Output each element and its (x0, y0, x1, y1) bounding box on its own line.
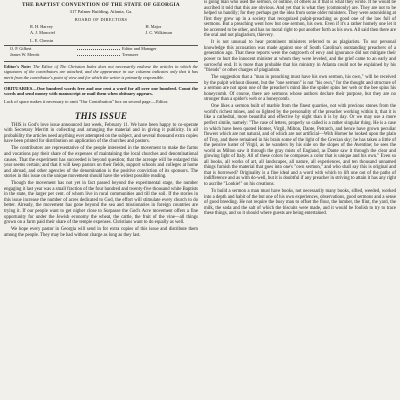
editors-note (4, 61, 198, 83)
board-member: J. C. Wilkinson (145, 30, 172, 35)
board-right-col (146, 24, 173, 36)
article-paragraph: The contributors are representative of the people interested in the movement to make the farms and vocations pay their share of the expenses of maintaining the local churches and denominational causes. That the experiment has succeeded is beyond question; that the acreage will be enlarged this year seems certain; and that it will keep pastors on their fields, support schools and colleges at home and abroad, and other agencies of the denomination is the positive conviction of its sponsors. The stories in this issue on the unique movement should have the widest possible reading. (4, 146, 198, 180)
address-line: 317 Palmer Building, Atlanta, Ga. (69, 9, 133, 14)
board-title: BOARD OF DIRECTORS (74, 17, 128, 22)
board-of-directors (4, 24, 198, 36)
article-paragraph: Though the movement has not yet in fact passed beyond the experimental stage, the number engaging it last year was a small fraction of the four hundred and twenty-five thousand white Baptists in the state, the larger per cent. of whom live in rural communities and till the soil. If the stories in this issue increase the number of acres dedicated to God, the effort will stimulate every church to do better. Already, the movement has gone beyond the sea and missionaries in foreign countries are trying it. If our people want to get nigher close to Surpasse the God's Acre movement offers a fine opportunity for under the Jewish economy the wheat, the cattle, the fruit of the vine—all things grown on a farm paid their share of the temple expenses. Christians want to do equally as well. (4, 181, 198, 226)
lack-of-space-note: Lack of space makes it necessary to omit "Our Contribution" box on second page.—Editor. (4, 99, 169, 105)
right-column (204, 0, 396, 218)
article-paragraph: We hope every pastor in Georgia will send in for extra copies of this issue and distribute them among the people. They may be had without charge as long as they last. (4, 227, 198, 238)
article-paragraph: is going man who used the sermon, or outline, of others as if that is what they wrote. If he would be ascribed it told that this are obvious. And yet that is what they (commonly) are. They are not to be helped so handily; for they perhaps get the idea from some older ministers. They were astonishing at first they grew up in a society that recognized pulpit-preaching as good one of the law full of sermons. But a preaching went how but one sermon, his own. Even if it's a rather homely one let it be accented to be other, and has no moral right to put another forth as his own. All said then there are the oral and not plagiarism, thievery. (204, 0, 396, 39)
board-member: R. H. Harvey (30, 24, 53, 29)
right-article (204, 0, 396, 217)
staff-name: James W. Merritt (10, 52, 40, 57)
article-paragraph: To build a sermon a man must have books, not necessarily many books, sifted, weeded, worked into a depth and habit of the but one of his own experiences, observations, good sermons and a sense of good breeding. He not require the busy man to offset the flour, the lumber, the flint, the yard, the milk, the soda and the salt of which the biscuits were made, and it would be foolish to try to trace these things, and so it should where guests are being entertained. (204, 189, 396, 217)
article-paragraph: THIS is God's love issue announced last week, February 11. We have been happy to co-operate with Secretary Merritt in collecting and arranging the material and in giving it publicity. In all probability the articles need anything ever attempted on the subject, and several thousand extra copies have been printed for distribution on application of the churches and pastors. (4, 122, 198, 145)
left-column (4, 0, 198, 240)
article-paragraph: The suggestion that a "man in preaching must have his own sermon, his own," will be received by the pulpit without dissent, but the "one sermon" is not "his own," for the thought and structure of a sermon are not upon one of the preacher's mind like the spider spins her web or the bee spins his honeycomb. Of course, there are sermons whose authors declare their purpose, but they are no stronger than a spider's web or a honeycomb. (204, 75, 396, 103)
article-paragraph: One likes a sermon built of marble from the finest quarries, not with precious stones from the world's richest mines, and so lighted by the personality of the preacher working within it, that it is like a cathedral, more beautiful and effective by night than it is by day. Or we may use a more perfect simile, namely: "The case of letters, properly so called is a rather singular thing. He is a case in which have been quoted Homer, Virgil, Milton, Dante, Petrarch, and hence have grown peculiar flowers which are not natural, and of which are not artificial—With Homer he looked upon the plain of Troy, and there remained in his brain some of the light of the Grecian sky; he has taken a little of the pensive luster of Virgil, as he wanders by his side on the slopes of the Aventine; he sees the world as Milton saw it through the gray mists of England, as Dante saw it through the clear and glowing light of Italy. All of these colors he composes a color that is unique and his own." Even so all books, all works of art, all landscapes, all nature, all experiences, and ten thousand unnamed things furnish the material that goes into one's "own sermon," and who shall say this is original and that is borrowed? Originality is a fine ideal and a word with which to lift one out of the paths of indifference and as with do-well, but it is doubtful if any preacher in striving to attain it has any right to ascribe "Lookie!" on his creations. (204, 104, 396, 187)
leader-dots (77, 46, 120, 50)
this-issue-article (4, 123, 198, 238)
leader-dots (77, 52, 120, 56)
staff-role: Editor and Manager (122, 46, 157, 51)
org-line: THE BAPTIST CONVENTION OF THE STATE OF GEORGIA (22, 2, 180, 8)
note-text: The Editor of The Christian Index does not necessarily endorse the articles in which the signatures of the contributors are attached, and the appearance in our columns indicates only that it has merit from the contributor's point of view and for which the writer is primarily responsible. (4, 64, 198, 80)
staff-name: O. P. Gilbert (10, 46, 32, 51)
obituaries-notice: OBITUARIES—One hundred words free and one cent a word for all over one hundred. Count the words and send money with manuscript or mail them when obituary appears. (4, 85, 198, 97)
board-left-col (30, 24, 55, 36)
section-heading: THIS ISSUE (74, 110, 128, 121)
staff-role: Treasurer (122, 52, 139, 57)
board-member: A. J. Moncrief (30, 30, 56, 35)
board-member: L. E. Chessin (30, 38, 54, 43)
note-label: Editor's Note: (4, 64, 32, 69)
board-member: H. Major (145, 24, 162, 29)
article-paragraph: It is not unusual to hear prominent ministers referred to as plagiarists. To our personal knowledge this accusation was made against one of South Carolina's outstanding preachers of a generation ago. That these reports were the outgrowth of envy and ignorance did not mitigate their power to hurt the innocent minister at whom they were leveled, and the grief came to an early and sorrowful end. It is more than probable that his ministry in Atlanta could not be explained by his "friends" or other charges of plagiarism. (204, 40, 396, 74)
editor-row (4, 52, 198, 58)
